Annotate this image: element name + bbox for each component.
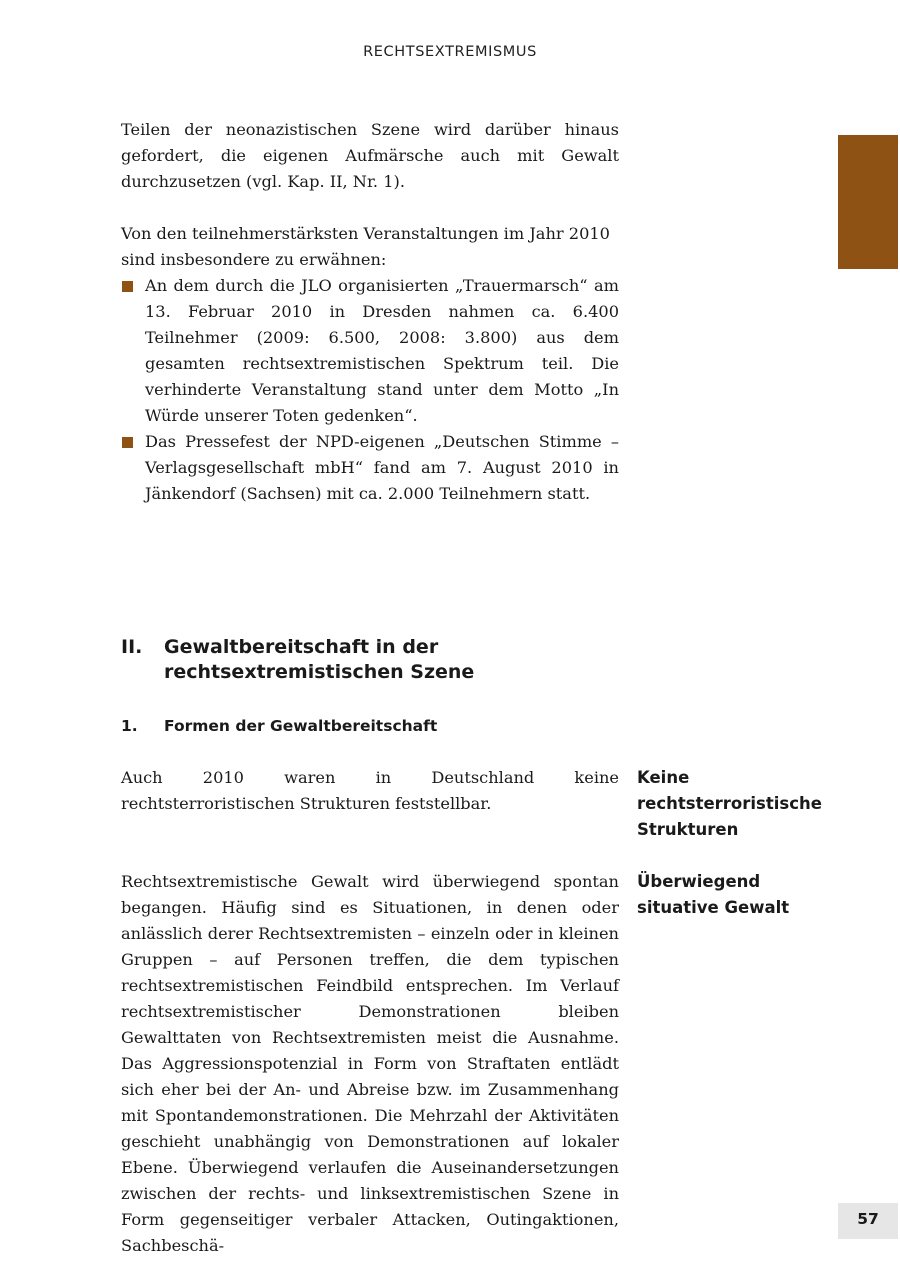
- intro-paragraph-text: Teilen der neonazistischen Szene wird darüber hinaus gefordert, die eigenen Aufmärsche auch mit Gewalt durchzusetzen (vgl. Kap. II, Nr. 1).: [121, 120, 619, 191]
- paragraph-text: Rechtsextremistische Gewalt wird überwiegend spontan begangen. Häufig sind es Situationen, in denen oder anlässlich derer Rechtsextremisten – einzeln oder in kleinen Gruppen – auf Personen treffen, die dem typischen rechtsextremistischen Feindbild entsprechen. Im Verlauf rechtsextremistischer Demonstrationen bleiben Gewalttaten von Rechtsextremisten meist die Ausnahme. Das Aggressionspotenzial in Form von Straftaten entlädt sich eher bei der An- und Abreise bzw. im Zusammenhang mit Spontandemonstrationen. Die Mehrzahl der Aktivitäten geschieht unabhängig von Demonstrationen auf lokaler Ebene. Überwiegend verlaufen die Auseinandersetzungen zwischen der rechts- und linksextremistischen Szene in Form gegenseitiger verbaler Attacken, Outingaktionen, Sachbeschä-: [121, 872, 619, 1255]
- list-item: [121, 273, 619, 429]
- list-item-text: Das Pressefest der NPD-eigenen „Deutschen Stimme – Verlagsgesellschaft mbH“ fand am 7. August 2010 in Jänkendorf (Sachsen) mit ca. 2.000 Teilnehmern statt.: [145, 432, 619, 503]
- section-heading: [121, 635, 621, 685]
- paragraph-situative-violence: [121, 869, 619, 1259]
- events-intro-text: Von den teilnehmerstärksten Veranstaltungen im Jahr 2010 sind insbesondere zu erwähnen:: [121, 224, 610, 269]
- list-item: [121, 429, 619, 507]
- subsection-number: 1.: [121, 717, 138, 735]
- page-number: 57: [838, 1203, 898, 1239]
- chapter-tab: [838, 135, 898, 269]
- margin-note-situative-violence: Überwiegend situative Gewalt: [637, 872, 790, 917]
- section-number: II.: [121, 636, 143, 658]
- list-item-text: An dem durch die JLO organisierten „Trauermarsch“ am 13. Februar 2010 in Dresden nahmen ca. 6.400 Teilnehmer (2009: 6.500, 2008: 3.800) aus dem gesamten rechtsextremistischen Spektrum teil. Die verhinderte Veranstaltung stand unter dem Motto „In Würde unserer Toten gedenken“.: [145, 276, 619, 425]
- subsection-heading: [121, 715, 621, 737]
- section-title: Gewaltbereitschaft in der rechtsextremistischen Szene: [164, 636, 475, 683]
- square-bullet-icon: [122, 437, 133, 448]
- subsection-title: Formen der Gewaltbereitschaft: [164, 717, 438, 735]
- square-bullet-icon: [122, 281, 133, 292]
- paragraph-no-terror: [121, 765, 619, 817]
- running-header: RECHTSEXTREMISMUS: [363, 44, 537, 60]
- intro-paragraph: [121, 117, 619, 195]
- paragraph-text: Auch 2010 waren in Deutschland keine rechtsterroristischen Strukturen feststellbar.: [121, 768, 619, 813]
- margin-note-no-terror: Keine rechtsterroristische Strukturen: [637, 768, 822, 839]
- events-list: [121, 273, 619, 507]
- events-block: [121, 221, 619, 507]
